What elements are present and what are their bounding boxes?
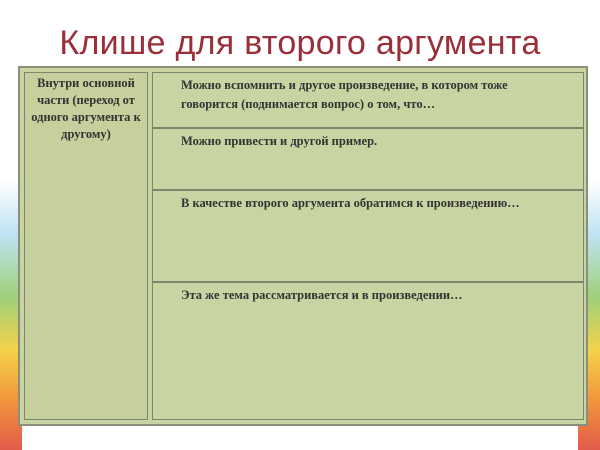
table-row	[152, 190, 584, 282]
table-row	[152, 282, 584, 420]
table-row	[152, 72, 584, 128]
cliche-table	[18, 66, 588, 426]
slide-title: Клише для второго аргумента	[59, 24, 541, 62]
row-text-4: Эта же тема рассматривается и в произведении…	[181, 288, 463, 302]
row-text-2: Можно привести и другой пример.	[181, 134, 378, 148]
row-text-3: В качестве второго аргумента обратимся к произведению…	[181, 196, 520, 210]
table-left-cell	[24, 72, 148, 420]
left-cell-text: Внутри основной части (переход от одного аргумента к другому)	[31, 76, 141, 141]
table-right-column	[152, 72, 584, 420]
table-row	[152, 128, 584, 190]
row-text-1: Можно вспомнить и другое произведение, в котором тоже говорится (поднимается вопрос) о том, что…	[181, 78, 508, 111]
